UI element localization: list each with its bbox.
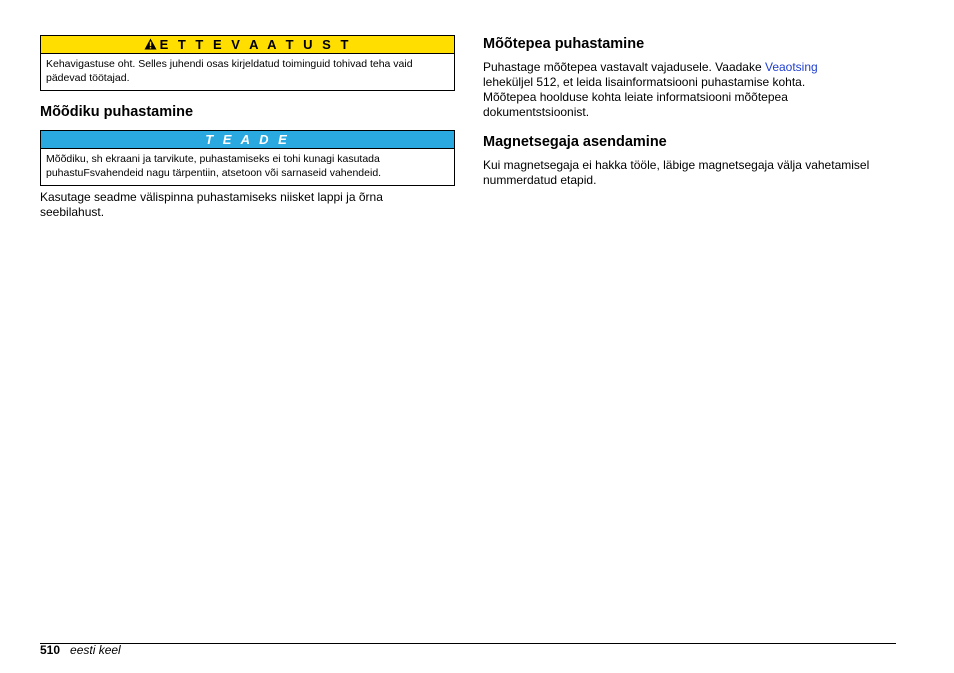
warning-title: E T T E V A A T U S T	[159, 37, 352, 52]
section-title-stirrer-replacement: Magnetsegaja asendamine	[483, 134, 667, 150]
paragraph-line: Kasutage seadme välispinna puhastamiseks niisket lappi ja õrna	[40, 190, 383, 204]
notice-body	[41, 149, 454, 185]
section-title-probe-cleaning: Mõõtepea puhastamine	[483, 36, 645, 52]
paragraph-line	[483, 60, 903, 75]
page-footer	[40, 643, 121, 657]
notice-body-line: puhastuFsvahendeid nagu tärpentiin, atsetoon või sarnaseid vahendeid.	[46, 166, 382, 179]
paragraph-line: Mõõtepea hoolduse kohta leiate informatsiooni mõõtepea	[483, 90, 788, 104]
paragraph-text: Puhastage mõõtepea vastavalt vajadusele. Vaadake	[483, 60, 765, 74]
page-number: 510	[40, 643, 61, 657]
notice-header	[41, 131, 454, 149]
left-column	[40, 35, 455, 220]
warning-box	[40, 35, 455, 91]
warning-header	[41, 36, 454, 54]
notice-body-line: Mõõdiku, sh ekraani ja tarvikute, puhastamiseks ei tohi kunagi kasutada	[46, 153, 380, 165]
paragraph-line: leheküljel 512, et leida lisainformatsiooni puhastamise kohta.	[483, 75, 806, 89]
warning-triangle-icon	[144, 37, 157, 54]
warning-body	[41, 54, 454, 90]
warning-body-line: pädevad töötajad.	[46, 71, 130, 84]
notice-title: T E A D E	[205, 132, 290, 147]
footer-divider	[40, 643, 896, 644]
right-column	[483, 35, 903, 188]
notice-box	[40, 130, 455, 186]
section-title-meter-cleaning: Mõõdiku puhastamine	[40, 104, 194, 120]
troubleshooting-link[interactable]: Veaotsing	[764, 60, 818, 74]
probe-cleaning-paragraph	[483, 60, 903, 120]
paragraph-line: nummerdatud etapid.	[483, 173, 597, 187]
language-label: eesti keel	[70, 643, 121, 657]
meter-cleaning-paragraph	[40, 190, 455, 220]
paragraph-line: Kui magnetsegaja ei hakka tööle, läbige magnetsegaja välja vahetamisel	[483, 158, 870, 172]
warning-body-line: Kehavigastuse oht. Selles juhendi osas kirjeldatud toiminguid tohivad teha vaid	[46, 58, 413, 70]
paragraph-line: seebilahust.	[40, 205, 105, 219]
stirrer-replacement-paragraph	[483, 158, 903, 188]
paragraph-line: dokumentstsioonist.	[483, 105, 590, 119]
